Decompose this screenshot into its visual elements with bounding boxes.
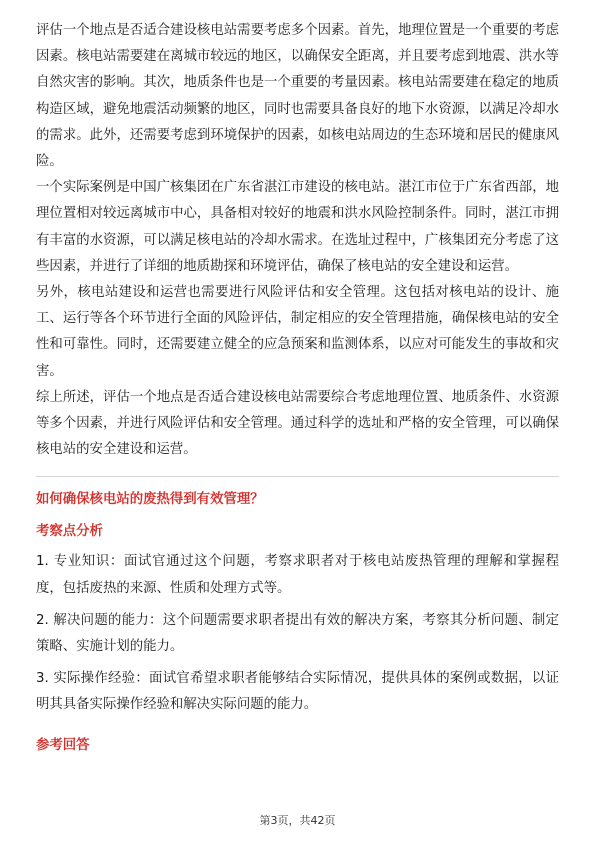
analysis-item: 3. 实际操作经验：面试官希望求职者能够结合实际情况，提供具体的案例或数据，以证明其具备实际操作经验和解决实际问题的能力。 <box>36 671 559 713</box>
page-number-footer: 第3页，共42页 <box>259 814 336 827</box>
body-paragraph: 评估一个地点是否适合建设核电站需要考虑多个因素。首先，地理位置是一个重要的考虑因素。核电站需要建在离城市较远的地区，以确保安全距离，并且要考虑到地震、洪水等自然灾害的影响。其次，地质条件也是一个重要的考量因素。核电站需要建在稳定的地质构造区域，避免地震活动频繁的地区，同时也需要具备良好的地下水资源，以满足冷却水的需求。此外，还需要考虑到环境保护的因素，如核电站周边的生态环境和居民的健康风险。 <box>36 23 559 170</box>
question-heading: 如何确保核电站的废热得到有效管理？ <box>36 492 264 508</box>
analysis-item: 1. 专业知识：面试官通过这个问题，考察求职者对于核电站废热管理的理解和掌握程度，包括废热的来源、性质和处理方式等。 <box>36 554 559 596</box>
analysis-title: 考察点分析 <box>36 524 103 540</box>
answer-title: 参考回答 <box>36 737 90 753</box>
section-divider <box>36 476 559 477</box>
body-paragraph: 一个实际案例是中国广核集团在广东省湛江市建设的核电站。湛江市位于广东省西部，地理位置相对较远离城市中心，具备相对较好的地震和洪水风险控制条件。同时，湛江市拥有丰富的水资源，可以满足核电站的冷却水需求。在选址过程中，广核集团充分考虑了这些因素，并进行了详细的地质勘探和环境评估，确保了核电站的安全建设和运营。 <box>36 180 559 274</box>
document-page <box>36 18 559 759</box>
body-paragraph: 综上所述，评估一个地点是否适合建设核电站需要综合考虑地理位置、地质条件、水资源等多个因素，并进行风险评估和安全管理。通过科学的选址和严格的安全管理，可以确保核电站的安全建设和运营。 <box>36 389 559 458</box>
body-paragraph: 另外，核电站建设和运营也需要进行风险评估和安全管理。这包括对核电站的设计、施工、运行等各个环节进行全面的风险评估，制定相应的安全管理措施，确保核电站的安全性和可靠性。同时，还需要建立健全的应急预案和监测体系，以应对可能发生的事故和灾害。 <box>36 285 559 379</box>
analysis-item: 2. 解决问题的能力：这个问题需要求职者提出有效的解决方案，考察其分析问题、制定策略、实施计划的能力。 <box>36 612 559 655</box>
